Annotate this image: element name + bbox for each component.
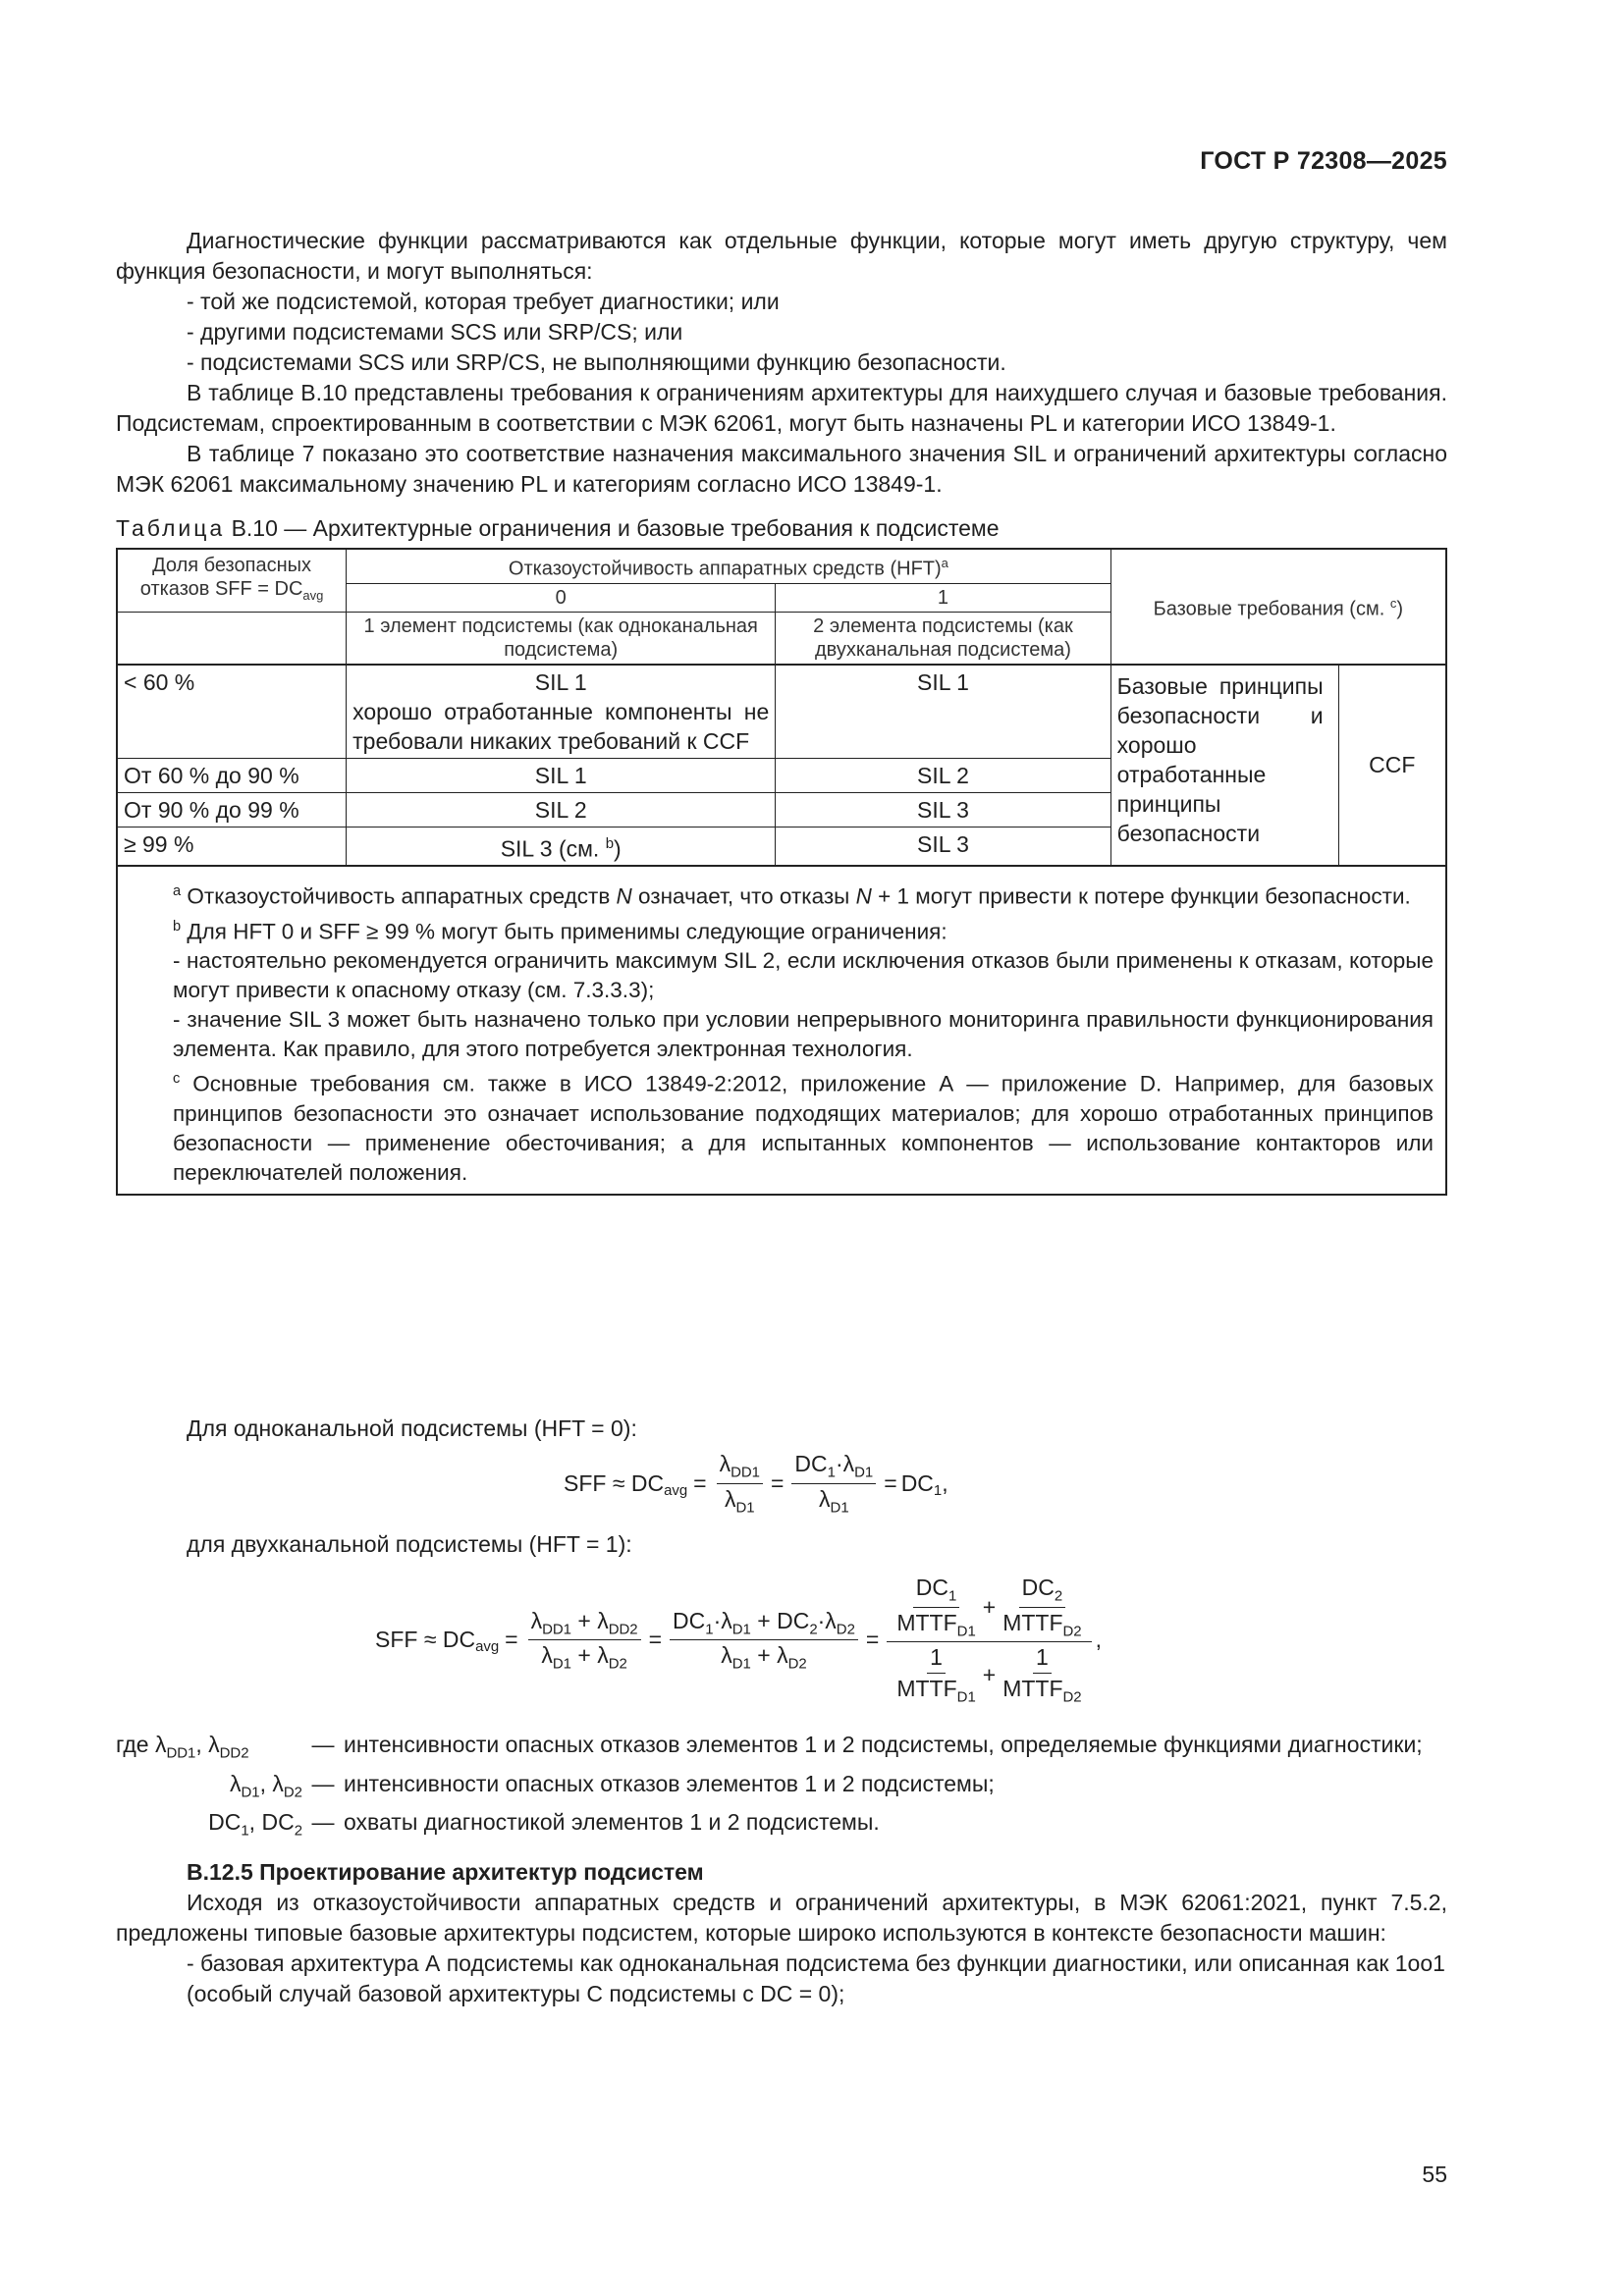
cell-hft1: SIL 3 <box>776 827 1110 866</box>
paragraph: Диагностические функции рассматриваются как отдельные функции, которые могут иметь другую структуру, чем функция безопасности, и могут выполняться: <box>116 228 1447 284</box>
cell-hft0: SIL 1 хорошо отработанные компоненты не требовали никаких требований к CCF <box>347 665 776 759</box>
section-heading: В.12.5 Проектирование архитектур подсистем <box>187 1859 704 1885</box>
table-caption <box>116 513 1447 544</box>
footnote-b-item: - значение SIL 3 может быть назначено только при условии непрерывного мониторинга правильности функционирования элемента. Как правило, для этого потребуется электронная технология. <box>173 1007 1434 1062</box>
cell-hft1: SIL 3 <box>776 792 1110 827</box>
formula-dual: SFF ≈ DC $_{avg}$ = $\frac{\lambda_{DD1} + \lambda_{DD2}}{\lambda_{D1} + \lambda_{D2}}$ = $\frac{DC_1\cdot\lambda_{D1} + DC_2\cdot\lambda_{D2}}{\lambda_{D1} + \lambda_{D2}}$ = $\frac{DC_1}{MTTF_{D1}}$ + $\frac{DC_2}{MTTF_{D2}}$ $\frac{1}{MTTF_{D1}}$ + $\frac{1}{MTTF_{D2}}$ , <box>375 1575 1103 1706</box>
cell-hft0: SIL 2 <box>347 792 776 827</box>
cell-hft1: SIL 1 <box>776 665 1110 759</box>
document-header: ГОСТ Р 72308—2025 <box>1200 147 1447 175</box>
list-item: - базовая архитектура А подсистемы как одноканальная подсистема без функции диагностики, или описанная как 1oo1 <box>187 1950 1445 1976</box>
header-hft-1: 1 <box>776 583 1110 612</box>
header-empty <box>117 612 347 665</box>
cell-sff: От 60 % до 90 % <box>117 758 347 792</box>
formula-intro-single: Для одноканальной подсистемы (HFT = 0): <box>187 1415 637 1441</box>
cell-sff: < 60 % <box>117 665 347 759</box>
list-item: - другими подсистемами SCS или SRP/CS; или <box>187 319 683 345</box>
cell-sff: От 90 % до 99 % <box>117 792 347 827</box>
cell-hft1: SIL 2 <box>776 758 1110 792</box>
table-row <box>117 665 1446 759</box>
footnote-b-item: - настоятельно рекомендуется ограничить максимум SIL 2, если исключения отказов были применены к отказам, которые могут привести к опасному отказу (см. 7.3.3.3); <box>173 948 1434 1003</box>
header-basic-requirements: Базовые требования (см. $^c$) <box>1110 549 1446 665</box>
intro-section <box>116 226 1447 1196</box>
header-hft: Отказоустойчивость аппаратных средств (HFT)$^a$ <box>347 549 1111 583</box>
header-hft-0-desc: 1 элемент подсистемы (как одноканальная подсистема) <box>347 612 776 665</box>
footnote-b: $^b$ Для HFT 0 и SFF ≥ 99 % могут быть применимы следующие ограничения: <box>173 918 947 944</box>
architecture-table <box>116 548 1447 1196</box>
paragraph: В таблице В.10 представлены требования к ограничениям архитектуры для наихудшего случая и базовые требования. Подсистемам, спроектированным в соответствии с МЭК 62061, могут быть назначены PL и категории ИСО 13849-1. <box>116 380 1447 436</box>
paragraph: В таблице 7 показано это соответствие назначения максимального значения SIL и ограничений архитектуры согласно МЭК 62061 максимальному значению PL и категориям согласно ИСО 13849-1. <box>116 441 1447 497</box>
cell-basic-principles: Базовые принципы безопасности и хорошо отработанные принципы безопасности <box>1110 665 1338 867</box>
header-hft-1-desc: 2 элемента подсистемы (как двухканальная подсистема) <box>776 612 1110 665</box>
header-sff: Доля безопасных отказов SFF = $DC_{avg}$ <box>117 549 347 612</box>
where-row: $\lambda_{D1}$, $\lambda_{D2}$ — интенсивности опасных отказов элементов 1 и 2 подсистемы; <box>230 1770 995 1801</box>
table-caption-word: Таблица <box>116 515 226 541</box>
paragraph: Исходя из отказоустойчивости аппаратных средств и ограничений архитектуры, в МЭК 62061:2021, пункт 7.5.2, предложены типовые базовые архитектуры подсистем, которые широко используются в контексте безопасности машин: <box>116 1890 1447 1946</box>
formula-single: SFF ≈ DC $_{avg}$ = $\frac{\lambda_{DD1}}{\lambda_{D1}}$ = $\frac{DC_1\cdot\lambda_{D1}}{\lambda_{D1}}$ = DC $_1$ , <box>564 1451 948 1517</box>
cell-hft0: SIL 3 (см. $^b$) <box>347 827 776 866</box>
cell-ccf: CCF <box>1338 665 1446 867</box>
paragraph: (особый случай базовой архитектуры С подсистемы с DC = 0); <box>187 1981 845 2006</box>
table-caption-text: В.10 — Архитектурные ограничения и базовые требования к подсистеме <box>225 515 1000 541</box>
formula-intro-dual: для двухканальной подсистемы (HFT = 1): <box>187 1531 632 1557</box>
cell-sff: ≥ 99 % <box>117 827 347 866</box>
page-number: 55 <box>1422 2162 1447 2187</box>
header-hft-0: 0 <box>347 583 776 612</box>
list-item: - подсистемами SCS или SRP/CS, не выполняющими функцию безопасности. <box>187 349 1006 375</box>
table-footnotes <box>117 866 1446 1195</box>
section-b-12-5 <box>116 1857 1447 2009</box>
where-row: где $\lambda_{DD1}$, $\lambda_{DD2}$ — интенсивности опасных отказов элементов 1 и 2 подсистемы, определяемые функциями диагностики; <box>116 1732 1423 1762</box>
list-item: - той же подсистемой, которая требует диагностики; или <box>187 289 780 314</box>
where-block <box>116 1730 1447 1846</box>
footnote-a: $^a$ Отказоустойчивость аппаратных средств N означает, что отказы N + 1 могут привести к потере функции безопасности. <box>173 883 1411 909</box>
where-row: $DC_1$, $DC_2$ — охваты диагностикой элементов 1 и 2 подсистемы. <box>208 1809 880 1840</box>
footnote-c: $^c$ Основные требования см. также в ИСО 13849-2:2012, приложение А — приложение D. Например, для базовых принципов безопасности это означает использование подходящих материалов; для хорошо отработанных принципов безопасности — применение обесточивания; а для испытанных компонентов — использование контакторов или переключателей положения. <box>173 1071 1434 1185</box>
cell-hft0: SIL 1 <box>347 758 776 792</box>
